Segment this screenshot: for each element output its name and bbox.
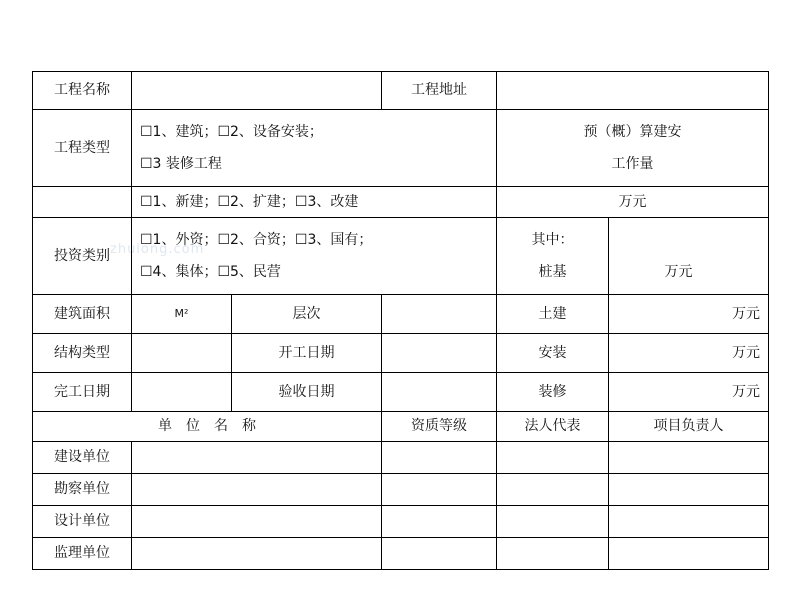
workload-label [497, 110, 769, 187]
project-address-value[interactable] [497, 72, 769, 110]
workload-unit: 万元 [497, 187, 769, 218]
start-date-value[interactable] [382, 334, 497, 373]
workload-label-line2: 工作量 [611, 155, 654, 172]
unit-label: 监理单位 [33, 538, 132, 570]
legal-rep-cell[interactable] [497, 538, 609, 570]
pile-value-cell[interactable] [609, 218, 769, 295]
investment-options-line1: ☐1、外资；☐2、合资；☐3、国有； [140, 231, 373, 248]
investment-options[interactable] [132, 218, 497, 295]
civil-label: 土建 [497, 295, 609, 334]
acceptance-value[interactable] [382, 373, 497, 412]
project-type-label-spacer [33, 187, 132, 218]
table-row [33, 506, 769, 538]
unit-name-cell[interactable] [132, 506, 382, 538]
completion-label: 完工日期 [33, 373, 132, 412]
unit-name-cell[interactable] [132, 474, 382, 506]
table-row [33, 474, 769, 506]
of-which-label: 其中： [531, 231, 574, 248]
project-manager-header: 项目负责人 [609, 412, 769, 442]
pile-label-cell [497, 218, 609, 295]
unit-name-cell[interactable] [132, 538, 382, 570]
install-unit: 万元 [609, 334, 769, 373]
floors-label: 层次 [232, 295, 382, 334]
area-label: 建筑面积 [33, 295, 132, 334]
table-row [33, 538, 769, 570]
investment-label: 投资类别 [33, 218, 132, 295]
project-address-label: 工程地址 [382, 72, 497, 110]
qualification-cell[interactable] [382, 506, 497, 538]
project-type-options-line2: ☐3 装修工程 [140, 155, 222, 172]
structure-label: 结构类型 [33, 334, 132, 373]
civil-unit: 万元 [609, 295, 769, 334]
project-info-form [32, 71, 769, 570]
project-name-value[interactable] [132, 72, 382, 110]
table-row [33, 442, 769, 474]
floors-value[interactable] [382, 295, 497, 334]
unit-label: 建设单位 [33, 442, 132, 474]
qualification-cell[interactable] [382, 474, 497, 506]
investment-options-line2: ☐4、集体；☐5、民营 [140, 263, 281, 280]
legal-rep-cell[interactable] [497, 506, 609, 538]
project-manager-cell[interactable] [609, 442, 769, 474]
install-label: 安装 [497, 334, 609, 373]
unit-name-header: 单 位 名 称 [33, 412, 382, 442]
completion-value[interactable] [132, 373, 232, 412]
project-name-label: 工程名称 [33, 72, 132, 110]
decoration-label: 装修 [497, 373, 609, 412]
legal-rep-cell[interactable] [497, 474, 609, 506]
unit-label: 勘察单位 [33, 474, 132, 506]
pile-unit: 万元 [664, 263, 693, 280]
acceptance-label: 验收日期 [232, 373, 382, 412]
qualification-cell[interactable] [382, 538, 497, 570]
project-type-options[interactable] [132, 110, 497, 187]
project-type-label: 工程类型 [33, 110, 132, 187]
start-date-label: 开工日期 [232, 334, 382, 373]
legal-rep-header: 法人代表 [497, 412, 609, 442]
project-type-options-line1: ☐1、建筑；☐2、设备安装； [140, 123, 323, 140]
pile-label: 桩基 [538, 263, 567, 280]
project-manager-cell[interactable] [609, 474, 769, 506]
qualification-header: 资质等级 [382, 412, 497, 442]
legal-rep-cell[interactable] [497, 442, 609, 474]
workload-label-line1: 预（概）算建安 [583, 123, 682, 140]
construction-nature-options[interactable]: ☐1、新建；☐2、扩建；☐3、改建 [132, 187, 497, 218]
unit-label: 设计单位 [33, 506, 132, 538]
qualification-cell[interactable] [382, 442, 497, 474]
decoration-unit: 万元 [609, 373, 769, 412]
structure-value[interactable] [132, 334, 232, 373]
unit-name-cell[interactable] [132, 442, 382, 474]
watermark: zhulong.com [110, 242, 205, 257]
project-manager-cell[interactable] [609, 538, 769, 570]
area-unit: M² [132, 295, 232, 334]
project-manager-cell[interactable] [609, 506, 769, 538]
